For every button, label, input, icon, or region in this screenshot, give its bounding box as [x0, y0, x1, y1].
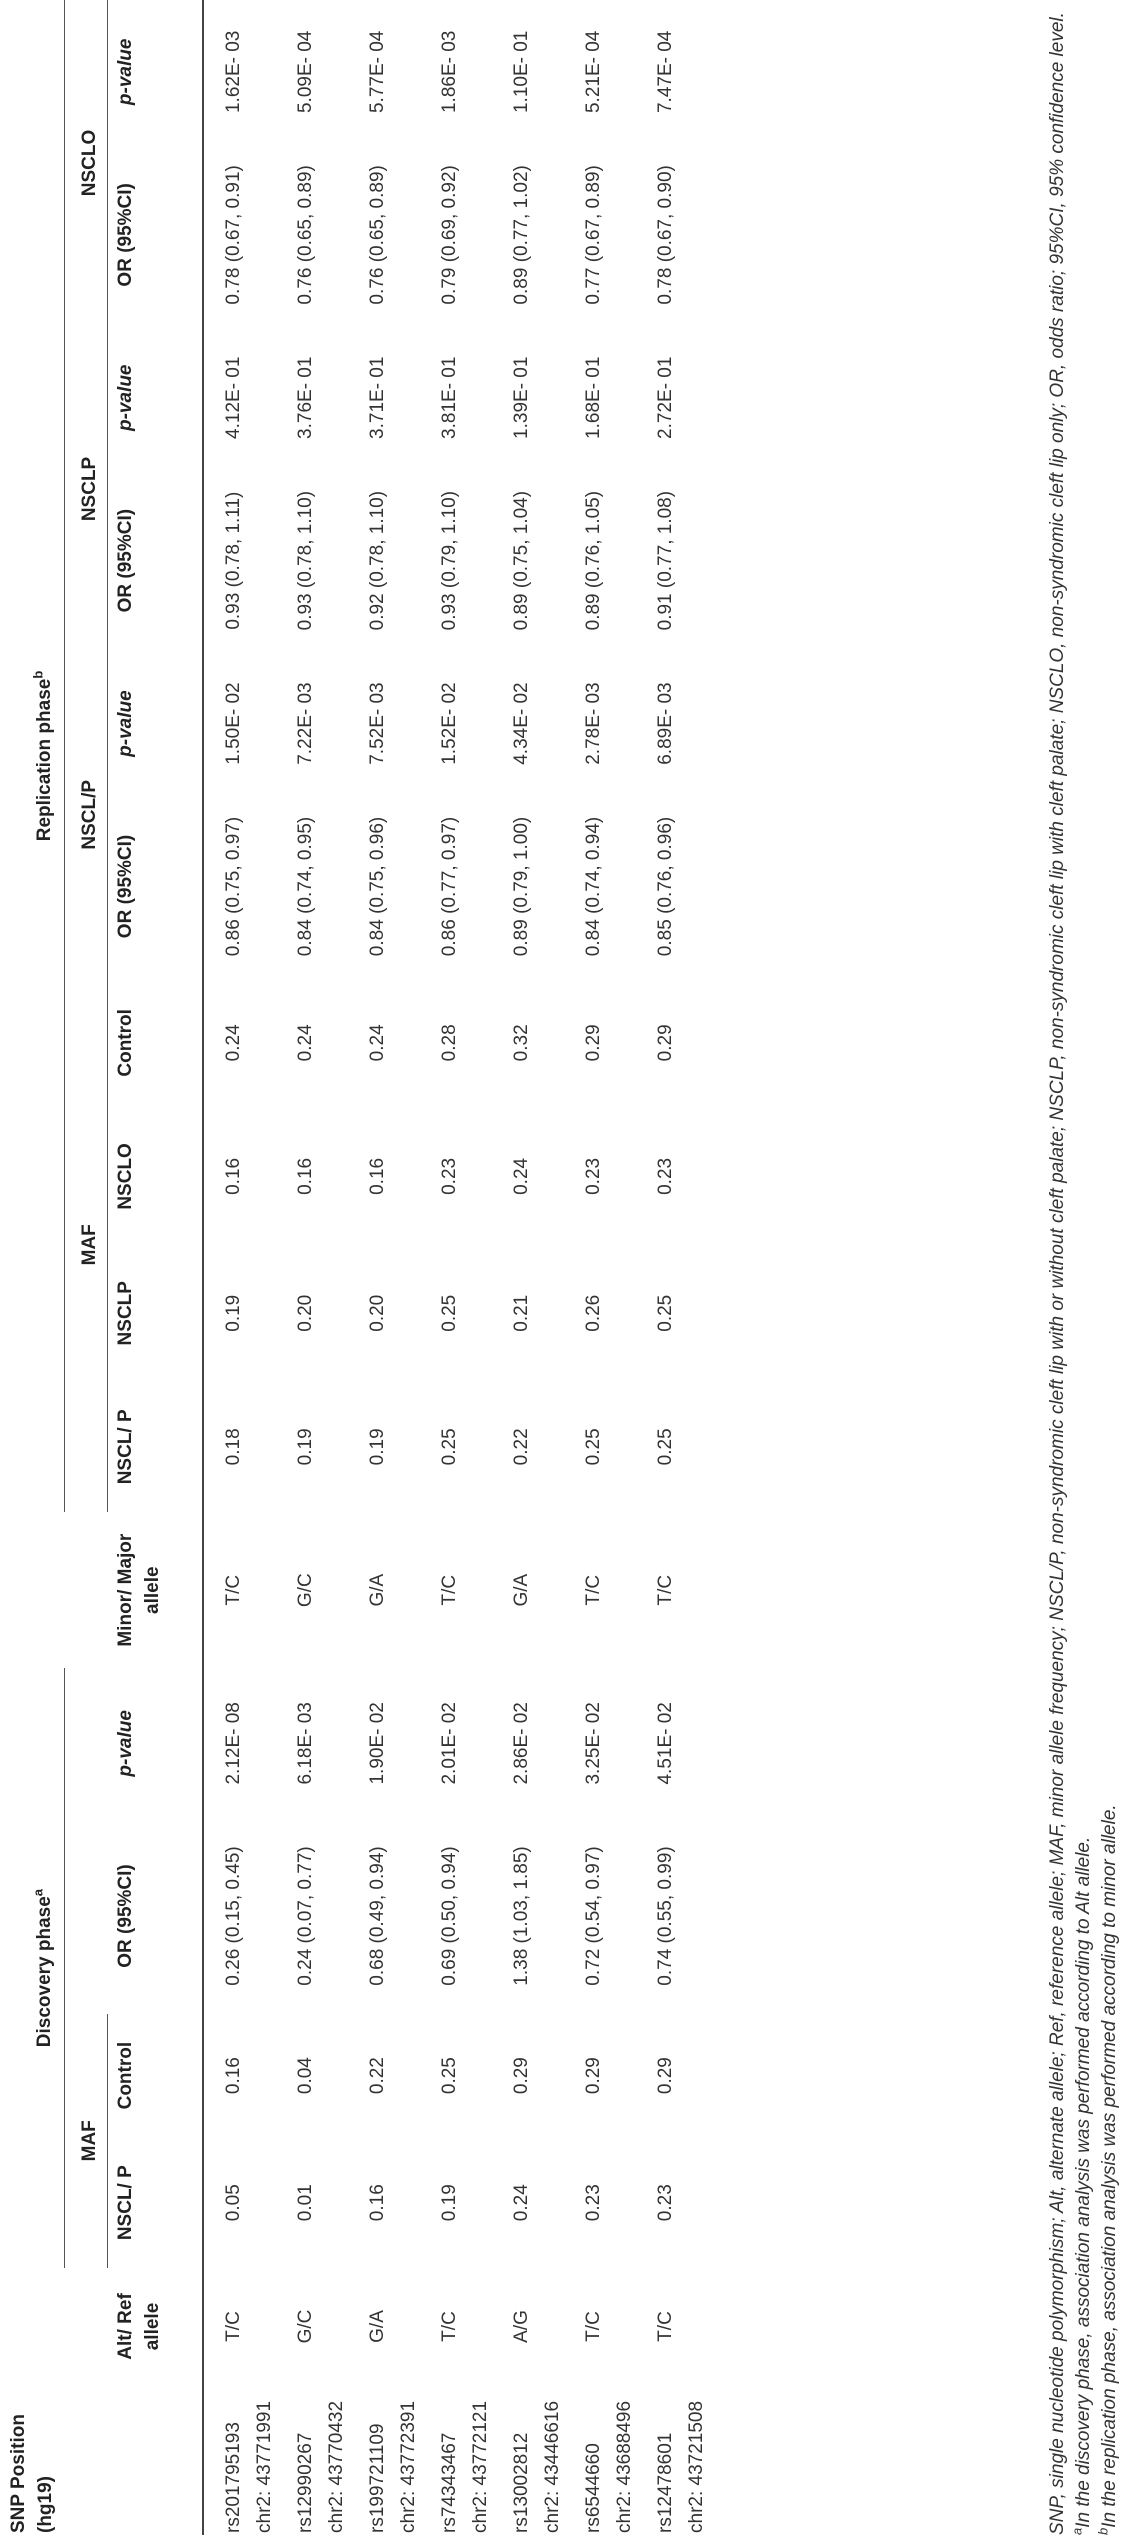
header-r1-or: OR (95%CI) [115, 834, 136, 939]
header-minor-major: Minor/ Major allele [114, 1533, 163, 1647]
cell-r-maf-ctrl: 0.29 [655, 1024, 676, 1062]
snp-position: chr2: 43770432 [326, 2400, 347, 2533]
cell-minor-major: G/A [367, 1573, 388, 1607]
cell-d-maf-case: 0.24 [511, 2184, 532, 2222]
snp-id: rs6544660 [583, 2443, 604, 2533]
cell-r-maf-nsclp2: 0.25 [439, 1294, 460, 1332]
cell-r2-p: 1.39E- 01 [511, 356, 532, 439]
header-snp-position: SNP Position (hg19) [7, 2414, 56, 2533]
cell-snp-position [424, 2385, 496, 2535]
cell-r3-p: 5.09E- 04 [295, 30, 316, 114]
cell-d-or: 0.24 (0.07, 0.77) [295, 1846, 316, 1986]
cell-alt-ref: T/C [223, 2311, 244, 2342]
header-r-maf-control: Control [115, 1009, 136, 1077]
cell-r-maf-nsclo: 0.23 [583, 1157, 604, 1195]
cell-r-maf-nsclo: 0.16 [367, 1157, 388, 1195]
cell-d-or: 0.68 (0.49, 0.94) [367, 1846, 388, 1986]
cell-r-maf-ctrl: 0.24 [223, 1024, 244, 1062]
cell-r1-p: 1.52E- 02 [439, 682, 460, 765]
cell-r-maf-nsclo: 0.16 [223, 1157, 244, 1195]
snp-id: rs12478601 [655, 2432, 676, 2533]
cell-r-maf-nsclp2: 0.26 [583, 1294, 604, 1332]
cell-d-or: 0.26 (0.15, 0.45) [223, 1846, 244, 1986]
cell-d-p: 4.51E- 02 [655, 1702, 676, 1785]
snp-id: rs201795193 [223, 2422, 244, 2533]
cell-r2-p: 4.12E- 01 [223, 356, 244, 439]
cell-d-maf-ctrl: 0.16 [223, 2057, 244, 2095]
cell-r3-or: 0.76 (0.65, 0.89) [367, 165, 388, 305]
cell-r-maf-nsclp2: 0.19 [223, 1294, 244, 1332]
cell-snp-position [352, 2385, 424, 2535]
cell-minor-major: G/C [295, 1573, 316, 1608]
cell-d-maf-ctrl: 0.22 [367, 2057, 388, 2095]
cell-r-maf-ctrl: 0.28 [439, 1024, 460, 1062]
cell-r1-p: 6.89E- 03 [655, 682, 676, 765]
cell-minor-major: T/C [223, 1574, 244, 1606]
cell-r1-or: 0.85 (0.76, 0.96) [655, 816, 676, 957]
cell-r-maf-nsclp: 0.25 [439, 1428, 460, 1466]
cell-r3-p: 1.10E- 01 [511, 30, 532, 114]
cell-d-p: 2.12E- 08 [223, 1702, 244, 1785]
snp-id: rs74343467 [439, 2432, 460, 2533]
cell-r-maf-nsclp2: 0.21 [511, 1294, 532, 1332]
header-discovery-phase: Discovery phase$^a$ [0, 1668, 65, 2267]
cell-r3-or: 0.89 (0.77, 1.02) [511, 165, 532, 305]
footnote-a: $^a$In the discovery phase, association analysis was performed according to Alt allele. [1069, 1836, 1094, 2535]
cell-r-maf-nsclp2: 0.20 [295, 1294, 316, 1332]
cell-r1-p: 2.78E- 03 [583, 682, 604, 765]
header-r3-or: OR (95%CI) [115, 183, 136, 287]
cell-d-maf-case: 0.05 [223, 2184, 244, 2222]
header-nsclo-group: NSCLO [65, 0, 108, 326]
cell-d-maf-case: 0.01 [295, 2184, 316, 2222]
cell-r1-p: 4.34E- 02 [511, 682, 532, 765]
cell-r3-p: 7.47E- 04 [655, 30, 676, 114]
snp-position: chr2: 43771991 [254, 2400, 275, 2533]
header-r1-p: p-value [115, 690, 136, 757]
table-row [280, 0, 352, 2535]
cell-r1-p: 7.52E- 03 [367, 682, 388, 765]
cell-r-maf-nsclo: 0.23 [655, 1157, 676, 1195]
cell-d-maf-ctrl: 0.29 [583, 2057, 604, 2095]
cell-r2-p: 3.81E- 01 [439, 356, 460, 439]
footnote-b: $^b$In the replication phase, association analysis was performed according to minor allele. [1095, 1804, 1120, 2535]
cell-r2-or: 0.89 (0.75, 1.04) [511, 490, 532, 631]
cell-d-or: 1.38 (1.03, 1.85) [511, 1846, 532, 1986]
cell-d-maf-ctrl: 0.29 [655, 2057, 676, 2095]
cell-minor-major: T/C [439, 1574, 460, 1606]
header-alt-ref-allele: Alt/ Ref allele [114, 2293, 163, 2360]
cell-r-maf-ctrl: 0.29 [583, 1024, 604, 1062]
cell-d-p: 1.90E- 02 [367, 1702, 388, 1785]
header-d-p: p-value [114, 1710, 136, 1777]
cell-d-maf-case: 0.23 [583, 2184, 604, 2222]
cell-r2-p: 3.71E- 01 [367, 356, 388, 439]
footnote-abbreviations: SNP, single nucleotide polymorphism; Alt, alternate allele; Ref, reference allele; MAF, minor allele frequency; NSCL/P, non-syndromic cleft lip with or without cleft palate; NSCLP, non-syndromic cleft lip with cleft palate; NSCLO, non-syndromic cleft lip only; OR, odds ratio; 95%CI, 95% confidence level. [1047, 12, 1068, 2535]
cell-alt-ref: G/A [367, 2310, 388, 2343]
cell-d-p: 2.86E- 02 [511, 1702, 532, 1785]
snp-position: chr2: 43446616 [542, 2400, 563, 2533]
cell-d-or: 0.74 (0.55, 0.99) [655, 1846, 676, 1986]
cell-d-maf-ctrl: 0.04 [295, 2057, 316, 2095]
cell-r3-or: 0.78 (0.67, 0.90) [655, 165, 676, 305]
snp-position: chr2: 43772391 [398, 2400, 419, 2533]
cell-r-maf-nsclo: 0.23 [439, 1157, 460, 1195]
cell-d-maf-case: 0.16 [367, 2184, 388, 2222]
header-r-maf-nsclo: NSCLO [115, 1143, 136, 1210]
header-r3-p: p-value [115, 38, 136, 106]
table-row [496, 0, 568, 2535]
cell-r2-or: 0.93 (0.78, 1.11) [223, 491, 244, 630]
cell-r3-or: 0.77 (0.67, 0.89) [583, 165, 604, 305]
cell-d-maf-ctrl: 0.29 [511, 2057, 532, 2095]
cell-d-or: 0.72 (0.54, 0.97) [583, 1846, 604, 1986]
table-row [203, 0, 280, 2535]
header-replication-maf: MAF [65, 978, 108, 1512]
cell-r-maf-nsclp: 0.25 [583, 1428, 604, 1466]
cell-r2-or: 0.91 (0.77, 1.08) [655, 490, 676, 631]
cell-snp-position [568, 2385, 640, 2535]
cell-r2-or: 0.92 (0.78, 1.10) [367, 490, 388, 631]
snp-id: rs199721109 [367, 2423, 388, 2533]
table-row [640, 0, 712, 2535]
cell-r3-p: 5.77E- 04 [367, 30, 388, 114]
cell-r1-or: 0.84 (0.75, 0.96) [367, 816, 388, 957]
header-d-or: OR (95%CI) [114, 1864, 136, 1968]
cell-r3-p: 1.62E- 03 [223, 30, 244, 114]
cell-r-maf-nsclo: 0.24 [511, 1157, 532, 1195]
cell-alt-ref: A/G [511, 2310, 532, 2343]
cell-d-maf-case: 0.23 [655, 2184, 676, 2222]
snp-id: rs13002812 [511, 2432, 532, 2533]
cell-r2-or: 0.89 (0.76, 1.05) [583, 490, 604, 631]
cell-r1-p: 1.50E- 02 [223, 682, 244, 765]
header-nsclp-single-group: NSCLP [65, 326, 108, 652]
cell-alt-ref: T/C [583, 2311, 604, 2342]
cell-r2-p: 1.68E- 01 [583, 356, 604, 439]
cell-r3-p: 5.21E- 04 [583, 30, 604, 114]
cell-alt-ref: T/C [655, 2311, 676, 2342]
cell-r1-p: 7.22E- 03 [295, 682, 316, 765]
cell-r2-or: 0.93 (0.79, 1.10) [439, 490, 460, 631]
cell-r1-or: 0.86 (0.77, 0.97) [439, 816, 460, 957]
cell-r1-or: 0.89 (0.79, 1.00) [511, 816, 532, 957]
cell-r-maf-nsclp: 0.22 [511, 1428, 532, 1466]
cell-r-maf-nsclp: 0.19 [367, 1428, 388, 1466]
snp-position: chr2: 43688496 [614, 2400, 635, 2533]
cell-r2-p: 3.76E- 01 [295, 356, 316, 439]
table-row [424, 0, 496, 2535]
cell-r-maf-nsclp: 0.18 [223, 1428, 244, 1466]
cell-r2-or: 0.93 (0.78, 1.10) [295, 490, 316, 631]
cell-r-maf-nsclp2: 0.20 [367, 1294, 388, 1332]
cell-d-or: 0.69 (0.50, 0.94) [439, 1846, 460, 1986]
header-nsclp-group: NSCL/P [65, 652, 108, 978]
cell-r-maf-nsclp: 0.25 [655, 1428, 676, 1466]
header-d-maf-nsclp: NSCL/ P [115, 2165, 136, 2241]
cell-r1-or: 0.86 (0.75, 0.97) [223, 816, 244, 957]
header-r2-p: p-value [115, 364, 136, 432]
cell-r-maf-nsclp2: 0.25 [655, 1294, 676, 1332]
cell-snp-position [496, 2385, 568, 2535]
cell-r1-or: 0.84 (0.74, 0.94) [583, 816, 604, 957]
snp-position: chr2: 43721508 [686, 2400, 707, 2533]
cell-snp-position [280, 2385, 352, 2535]
snp-id: rs12990267 [295, 2432, 316, 2533]
cell-r3-or: 0.79 (0.69, 0.92) [439, 165, 460, 305]
header-discovery-maf: MAF [65, 2014, 108, 2268]
cell-r-maf-ctrl: 0.24 [367, 1024, 388, 1062]
cell-r-maf-ctrl: 0.24 [295, 1024, 316, 1062]
cell-r3-p: 1.86E- 03 [439, 30, 460, 114]
cell-alt-ref: T/C [439, 2311, 460, 2342]
cell-d-p: 6.18E- 03 [295, 1702, 316, 1785]
cell-minor-major: G/A [511, 1573, 532, 1607]
header-replication-phase: Replication phase$^b$ [0, 0, 65, 1512]
table-row [568, 0, 640, 2535]
snp-position: chr2: 43772121 [470, 2400, 491, 2533]
cell-r-maf-nsclo: 0.16 [295, 1157, 316, 1195]
cell-d-maf-case: 0.19 [439, 2184, 460, 2222]
cell-d-p: 3.25E- 02 [583, 1702, 604, 1785]
header-d-maf-control: Control [115, 2041, 136, 2110]
header-r2-or: OR (95%CI) [115, 508, 136, 613]
table-footnotes [1045, 0, 1123, 2535]
cell-r-maf-nsclp: 0.19 [295, 1428, 316, 1466]
cell-snp-position [203, 2385, 280, 2535]
cell-minor-major: T/C [583, 1574, 604, 1606]
header-r-maf-nsclp: NSCLP [115, 1281, 136, 1346]
cell-r2-p: 2.72E- 01 [655, 356, 676, 439]
cell-snp-position [640, 2385, 712, 2535]
cell-d-maf-ctrl: 0.25 [439, 2057, 460, 2095]
cell-d-p: 2.01E- 02 [439, 1702, 460, 1785]
table-row [352, 0, 424, 2535]
header-r-maf-nsclp-slash: NSCL/ P [115, 1409, 136, 1485]
cell-minor-major: T/C [655, 1574, 676, 1606]
cell-r1-or: 0.84 (0.74, 0.95) [295, 816, 316, 957]
cell-r-maf-ctrl: 0.32 [511, 1024, 532, 1062]
cell-r3-or: 0.78 (0.67, 0.91) [223, 165, 244, 305]
cell-r3-or: 0.76 (0.65, 0.89) [295, 165, 316, 305]
cell-alt-ref: G/C [295, 2309, 316, 2344]
